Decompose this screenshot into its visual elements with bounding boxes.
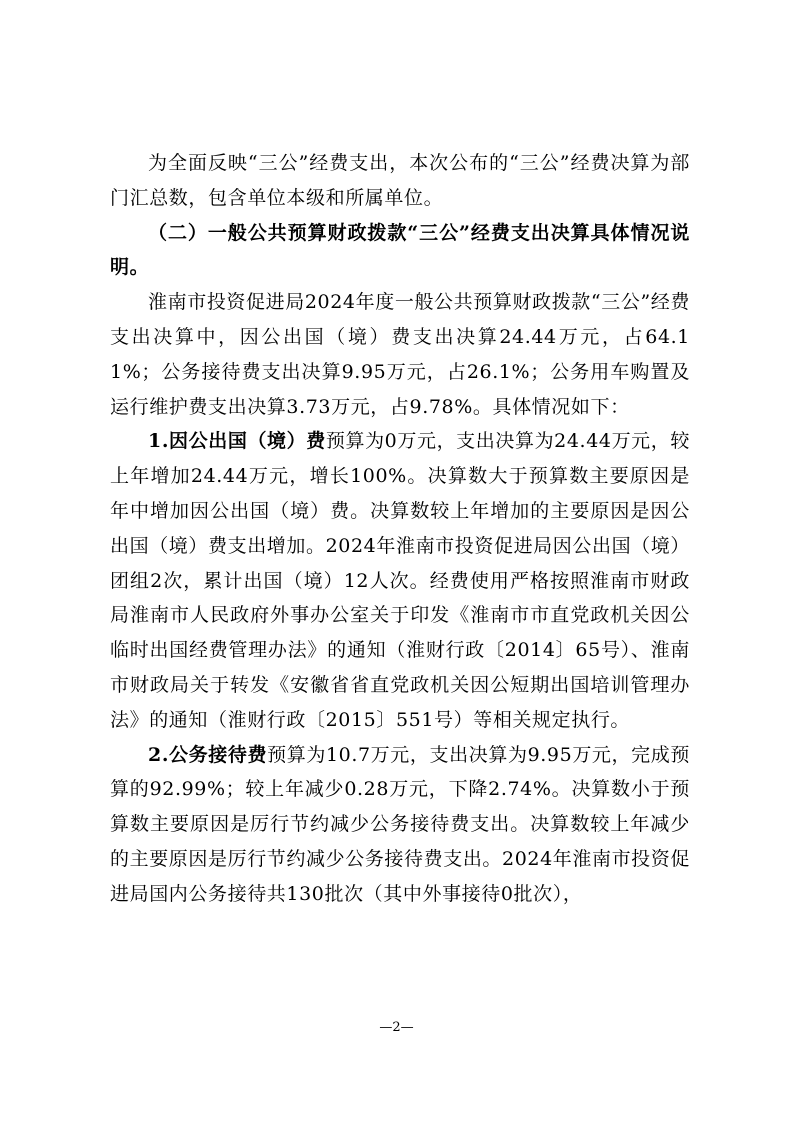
paragraph-text: 预算为0万元，支出决算为24.44万元，较上年增加24.44万元，增长100%。决算数大于预算数主要原因是年中增加因公出国（境）费。决算数较上年增加的主要原因是因公出国（境）费支出增加。2024年淮南市投资促进局因公出国（境）团组2次，累计出国（境）12人次。经费使用严格按照淮南市财政局淮南市人民政府外事办公室关于印发《淮南市市直党政机关因公临时出国经费管理办法》的通知（淮财行政〔2014〕65号）、淮南市财政局关于转发《安徽省省直党政机关因公短期出国培训管理办法》的通知（淮财行政〔2015〕551号）等相关规定执行。 <box>110 430 690 731</box>
page-number: —2— <box>379 1020 414 1035</box>
section-heading-text: （二）一般公共预算财政拨款“三公”经费支出决算具体情况说明。 <box>110 221 690 279</box>
paragraph-text: 为全面反映“三公”经费支出，本次公布的“三公”经费决算为部门汇总数，包含单位本级和所属单位。 <box>110 152 690 209</box>
paragraph-text: 淮南市投资促进局2024年度一般公共预算财政拨款“三公”经费支出决算中，因公出国（境）费支出决算24.44万元，占64.11%；公务接待费支出决算9.95万元，占26.1%；公务用车购置及运行维护费支出决算3.73万元，占9.78%。具体情况如下： <box>110 291 690 418</box>
paragraph-official-reception <box>110 738 690 912</box>
paragraph-text: 预算为10.7万元，支出决算为9.95万元，完成预算的92.99%；较上年减少0.28万元，下降2.74%。决算数小于预算数主要原因是厉行节约减少公务接待费支出。决算数较上年减少的主要原因是厉行节约减少公务接待费支出。2024年淮南市投资促进局国内公务接待共130批次（其中外事接待0批次）， <box>110 743 690 905</box>
section-heading <box>110 216 690 286</box>
paragraph-scope <box>110 146 690 216</box>
paragraph-lead: 1.因公出国（境）费 <box>148 430 326 453</box>
document-body <box>110 146 690 912</box>
paragraph-summary <box>110 285 690 424</box>
paragraph-lead: 2.公务接待费 <box>148 743 268 766</box>
paragraph-overseas-travel <box>110 424 690 737</box>
